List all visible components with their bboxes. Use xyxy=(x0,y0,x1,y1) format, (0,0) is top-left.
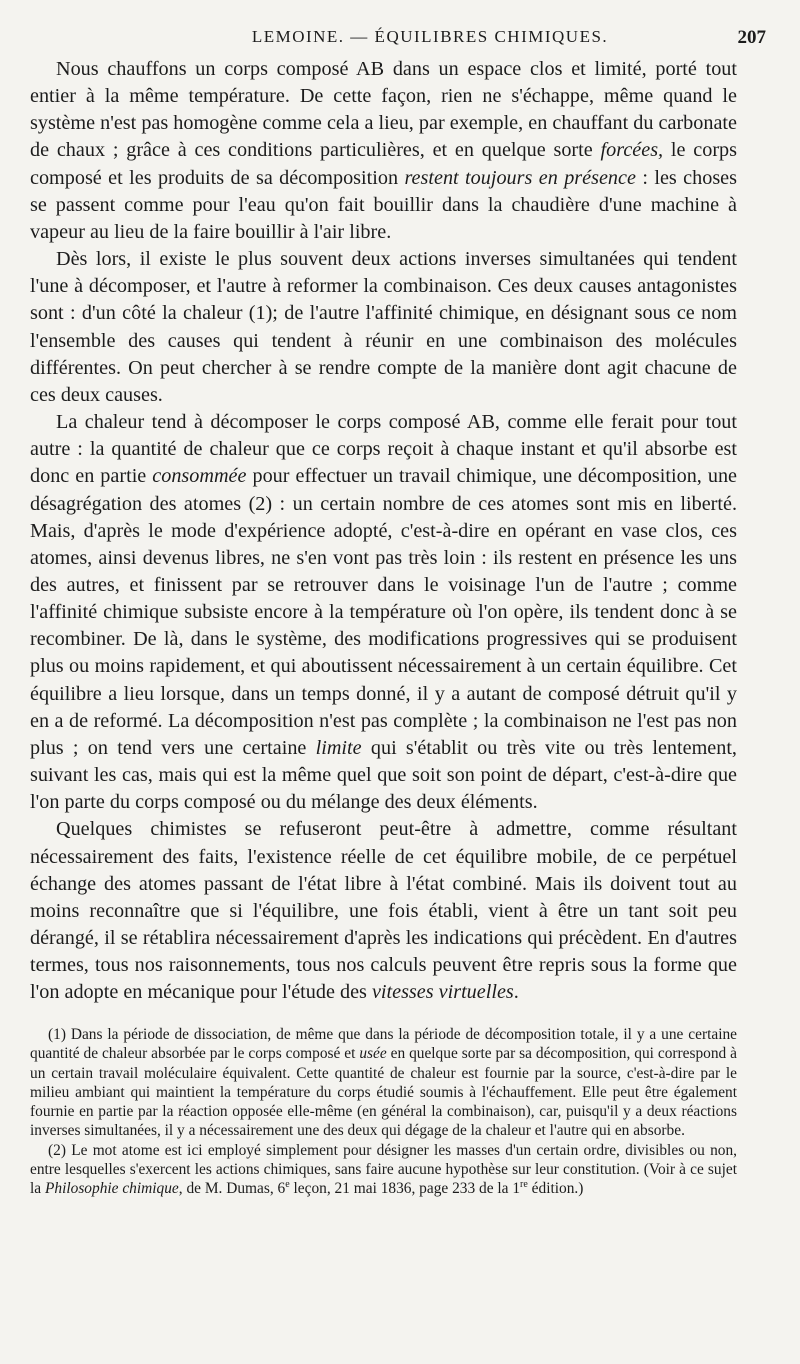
footnote: (2) Le mot atome est ici employé simplement pour désigner les masses d'un certain ordre, divisibles ou non, entre lesquelles s'exercent les actions chimiques, sans faire aucune hypothèse sur leur constitution. (Voir à ce sujet la Philosophie chimique, de M. Dumas, 6e leçon, 21 mai 1836, page 233 de la 1re édition.) xyxy=(30,1141,737,1198)
paragraph: Nous chauffons un corps composé AB dans un espace clos et limité, porté tout entier à la même température. De cette façon, rien ne s'échappe, même quand le système n'est pas homogène comme cela a lieu, par exemple, en chauffant du carbonate de chaux ; grâce à ces conditions particulières, et en quelque sorte forcées, le corps composé et les produits de sa décomposition restent toujours en présence : les choses se passent comme pour l'eau qu'on fait bouillir dans la chaudière d'une machine à vapeur au lieu de la faire bouillir à l'air libre. xyxy=(30,58,738,243)
paragraph: Dès lors, il existe le plus souvent deux actions inverses simultanées qui tendent l'une à décomposer, et l'autre à reformer la combinaison. Ces deux causes antagonistes sont : d'un côté la chaleur (1); de l'autre l'affinité chimique, en désignant sous ce nom l'ensemble des causes qui tendent à réunir en une combinaison des molécules différentes. On peut chercher à se rendre compte de la manière dont agit chacune de ces deux causes. xyxy=(30,248,737,406)
running-title: LEMOINE. — ÉQUILIBRES CHIMIQUES. xyxy=(251,27,609,46)
paragraph: La chaleur tend à décomposer le corps composé AB, comme elle ferait pour tout autre : la quantité de chaleur que ce corps reçoit à chaque instant et qu'il absorbe est donc en partie consommée pour effectuer un travail chimique, une décomposition, une désagrégation des atomes (2) : un certain nombre de ces atomes sont mis en liberté. Mais, d'après le mode d'expérience adopté, c'est-à-dire en opérant en vase clos, ces atomes, ainsi devenus libres, ne s'en vont pas très loin : ils restent en présence les uns des autres, et finissent par se retrouver dans le voisinage l'un de l'autre ; comme l'affinité chimique subsiste encore à la température où l'on opère, ils tendent donc à se recombiner. De là, dans le système, des modifications progressives qui se produisent plus ou moins rapidement, et qui aboutissent nécessairement à un certain équilibre. Cet équilibre a lieu lorsque, dans un temps donné, il y a autant de composé détruit qu'il y en a de reformé. La décomposition n'est pas complète ; la combinaison ne l'est pas non plus ; on tend vers une certaine limite qui s'établit ou très vite ou très lentement, suivant les cas, mais qui est la même quel que soit son point de départ, c'est-à-dire que l'on parte du corps composé ou du mélange des deux éléments. xyxy=(30,411,738,814)
page-number: 207 xyxy=(737,27,766,48)
page-header xyxy=(30,27,766,51)
footnote: (1) Dans la période de dissociation, de même que dans la période de décomposition totale, il y a une certaine quantité de chaleur absorbée par le corps composé et usée en quelque sorte par sa décomposition, qui correspond à un certain travail moléculaire équivalent. Cette quantité de chaleur est fournie par la source, c'est-à-dire par le milieu ambiant qui maintient la température du corps étudié soumis à l'échauffement. Elle peut être également fournie en partie par la réaction opposée elle-même (en général la combinaison), car, puisqu'il y a deux réactions inverses simultanées, il y a nécessairement une des deux qui dégage de la chaleur et l'autre qui en absorbe. xyxy=(30,1026,737,1140)
footnotes xyxy=(30,1025,737,1199)
main-text xyxy=(30,56,737,1006)
paragraph: Quelques chimistes se refuseront peut-être à admettre, comme résultant nécessairement des faits, l'existence réelle de cet équilibre mobile, de ce perpétuel échange des atomes passant de l'état libre à l'état combiné. Mais ils doivent tout au moins reconnaître que si l'équilibre, une fois établi, vient à être un tant soit peu dérangé, il se rétablira nécessairement d'après les indications qui précèdent. En d'autres termes, tous nos raisonnements, tous nos calculs peuvent être repris sous la forme que l'on adopte en mécanique pour l'étude des vitesses virtuelles. xyxy=(30,818,737,1004)
